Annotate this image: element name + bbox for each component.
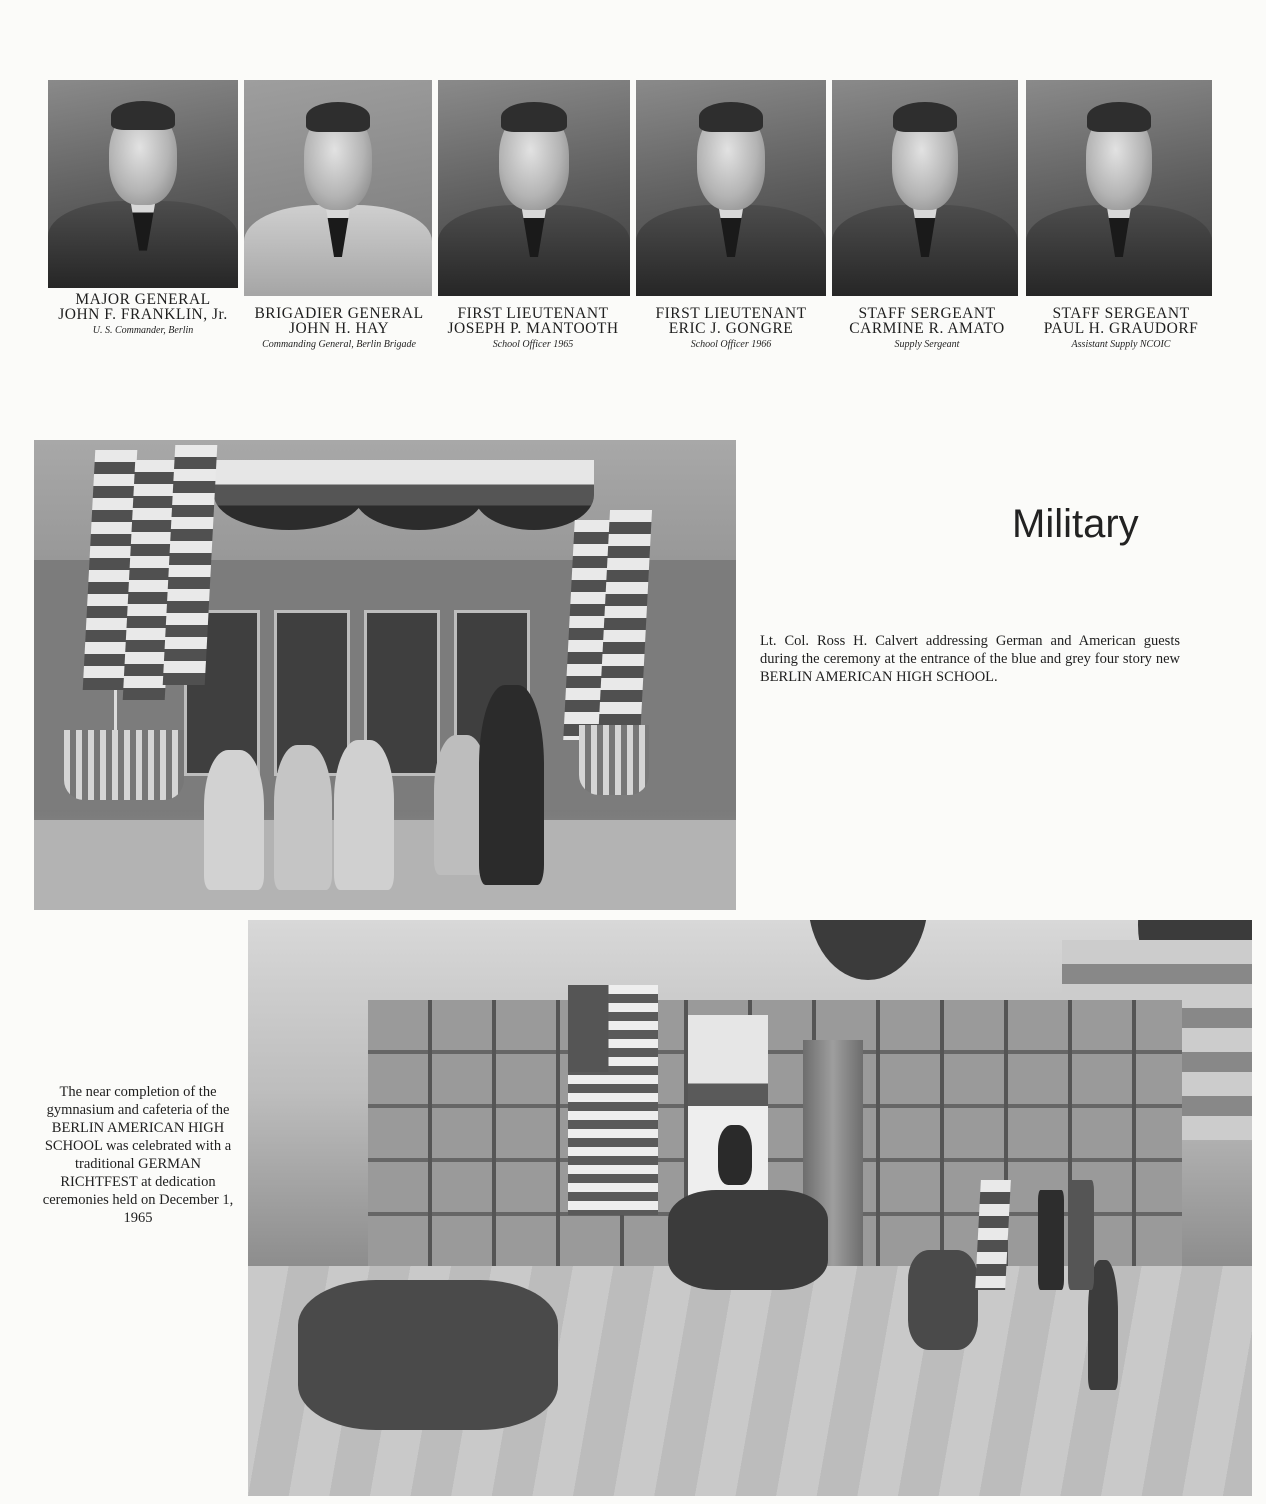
officer-name: JOHN H. HAY [288, 320, 390, 337]
section-title: Military [1012, 502, 1139, 546]
caption-franklin [48, 292, 238, 336]
officer-rank: STAFF SERGEANT [1052, 305, 1190, 322]
portrait-graudorf [1026, 80, 1212, 296]
richtfest-photo [248, 920, 1252, 1496]
officer-rank: STAFF SERGEANT [858, 305, 996, 322]
officer-name: CARMINE R. AMATO [849, 320, 1005, 337]
portrait-amato [832, 80, 1018, 296]
officer-role: Supply Sergeant [894, 339, 960, 350]
us-flag-banner [568, 985, 658, 1215]
officer-name: ERIC J. GONGRE [668, 320, 794, 337]
caption-graudorf [1026, 306, 1216, 350]
seated-guest [204, 750, 264, 890]
officer-role: U. S. Commander, Berlin [92, 325, 194, 336]
officer-role: School Officer 1966 [690, 339, 772, 350]
portrait-hay [244, 80, 432, 296]
bunting [214, 460, 364, 530]
richtfest-caption: The near completion of the gymnasium and cafeteria of the BERLIN AMERICAN HIGH SCHOOL was celebrated with a traditional GERMAN RICHTFEST at dedication ceremonies held on December 1, 1965 [42, 1083, 234, 1226]
caption-mantooth [438, 306, 628, 350]
officer-role: Assistant Supply NCOIC [1071, 339, 1171, 350]
officer-name: PAUL H. GRAUDORF [1043, 320, 1199, 337]
officer-rank: MAJOR GENERAL [75, 291, 211, 308]
berlin-bear [718, 1125, 752, 1185]
ceremony-caption: Lt. Col. Ross H. Calvert addressing German and American guests during the ceremony at the entrance of the blue and grey four story new BERLIN AMERICAN HIGH SCHOOL. [760, 632, 1180, 685]
portrait-mantooth [438, 80, 630, 296]
speaker [479, 685, 544, 885]
seated-guests [298, 1280, 558, 1430]
caption-gongre [636, 306, 826, 350]
ceremony-photo [34, 440, 736, 910]
officer-name: JOSEPH P. MANTOOTH [447, 320, 619, 337]
officer-role: Commanding General, Berlin Brigade [262, 339, 416, 350]
portrait-franklin [48, 80, 238, 288]
officer-rank: FIRST LIEUTENANT [655, 305, 807, 322]
officer-role: School Officer 1965 [492, 339, 574, 350]
officer-rank: BRIGADIER GENERAL [254, 305, 424, 322]
officer-rank: FIRST LIEUTENANT [457, 305, 609, 322]
officer-name: JOHN F. FRANKLIN, Jr. [58, 306, 228, 323]
portrait-gongre [636, 80, 826, 296]
caption-amato [832, 306, 1022, 350]
caption-hay [244, 306, 434, 350]
